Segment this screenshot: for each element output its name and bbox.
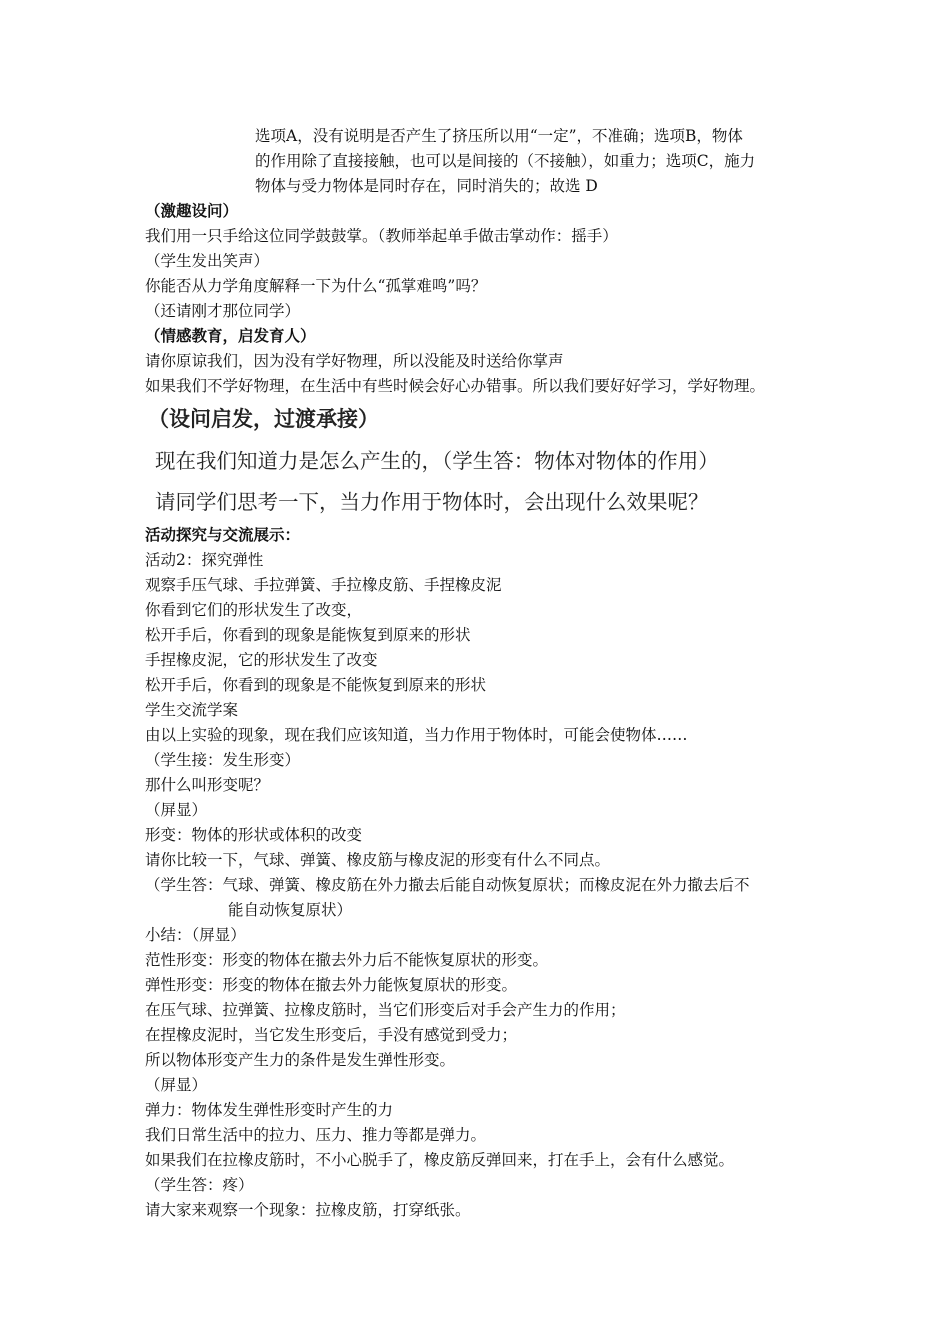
section-heading: 活动探究与交流展示： [145, 525, 301, 544]
text-line: 学生交流学案 [145, 701, 239, 719]
text-line: 松开手后，你看到的现象是不能恢复到原来的形状 [145, 676, 487, 694]
text-line: 范性形变：形变的物体在撤去外力后不能恢复原状的形变。 [145, 951, 549, 969]
text-line: 如果我们不学好物理，在生活中有些时候会好心办错事。所以我们要好好学习，学好物理。 [145, 377, 766, 395]
text-line: 请你比较一下，气球、弹簧、橡皮筋与橡皮泥的形变有什么不同点。 [145, 851, 611, 869]
text-line: 物体与受力物体是同时存在，同时消失的；故选 D [255, 177, 598, 195]
image-text-line: 请同学们思考一下，当力作用于物体时，会出现什么效果呢？ [155, 490, 709, 514]
text-line: 弹性形变：形变的物体在撤去外力能恢复原状的形变。 [145, 976, 518, 994]
text-line: 弹力：物体发生弹性形变时产生的力 [145, 1101, 394, 1119]
image-text-line: 现在我们知道力是怎么产生的，（学生答：物体对物体的作用） [155, 449, 719, 473]
text-line: （屏显） [145, 1076, 208, 1094]
text-line: 形变：物体的形状或体积的改变 [145, 826, 363, 844]
text-line: （还请刚才那位同学） [145, 302, 301, 320]
section-heading: （激趣设问） [145, 201, 239, 220]
text-line: 你能否从力学角度解释一下为什么“孤掌难鸣”吗？ [145, 277, 487, 295]
text-line: 你看到它们的形状发生了改变， [145, 601, 363, 619]
text-line: （学生答：疼） [145, 1176, 254, 1194]
text-line: （屏显） [145, 801, 208, 819]
text-line: 的作用除了直接接触，也可以是间接的（不接触），如重力；选项C，施力 [255, 152, 756, 170]
text-line: 在压气球、拉弹簧、拉橡皮筋时，当它们形变后对手会产生力的作用； [145, 1001, 626, 1019]
text-line: （学生答：气球、弹簧、橡皮筋在外力撤去后能自动恢复原状；而橡皮泥在外力撤去后不 [145, 876, 750, 894]
text-line: 活动2：探究弹性 [145, 551, 264, 569]
text-line: 我们用一只手给这位同学鼓鼓掌。（教师举起单手做击掌动作：摇手） [145, 227, 618, 245]
text-line: （学生发出笑声） [145, 252, 270, 270]
text-line: 请你原谅我们，因为没有学好物理，所以没能及时送给你掌声 [145, 352, 564, 370]
text-line: 请大家来观察一个现象：拉橡皮筋，打穿纸张。 [145, 1201, 471, 1219]
text-line: 如果我们在拉橡皮筋时，不小心脱手了，橡皮筋反弹回来，打在手上，会有什么感觉。 [145, 1151, 735, 1169]
text-line: 能自动恢复原状） [228, 901, 353, 919]
text-line: 观察手压气球、手拉弹簧、手拉橡皮筋、手捏橡皮泥 [145, 576, 502, 594]
image-heading: （设问启发，过渡承接） [148, 407, 379, 431]
text-line: 松开手后，你看到的现象是能恢复到原来的形状 [145, 626, 471, 644]
text-line: 所以物体形变产生力的条件是发生弹性形变。 [145, 1051, 456, 1069]
section-heading: （情感教育，启发育人） [145, 326, 316, 345]
text-line: （学生接：发生形变） [145, 751, 301, 769]
text-line: 那什么叫形变呢？ [145, 776, 270, 794]
text-line: 手捏橡皮泥，它的形状发生了改变 [145, 651, 378, 669]
text-line: 选项A，没有说明是否产生了挤压所以用“一定”，不准确；选项B，物体 [255, 127, 743, 145]
text-line: 我们日常生活中的拉力、压力、推力等都是弹力。 [145, 1126, 487, 1144]
text-line: 小结：（屏显） [145, 926, 246, 944]
text-line: 在捏橡皮泥时，当它发生形变后，手没有感觉到受力； [145, 1026, 518, 1044]
text-line: 由以上实验的现象，现在我们应该知道，当力作用于物体时，可能会使物体…… [145, 726, 688, 744]
